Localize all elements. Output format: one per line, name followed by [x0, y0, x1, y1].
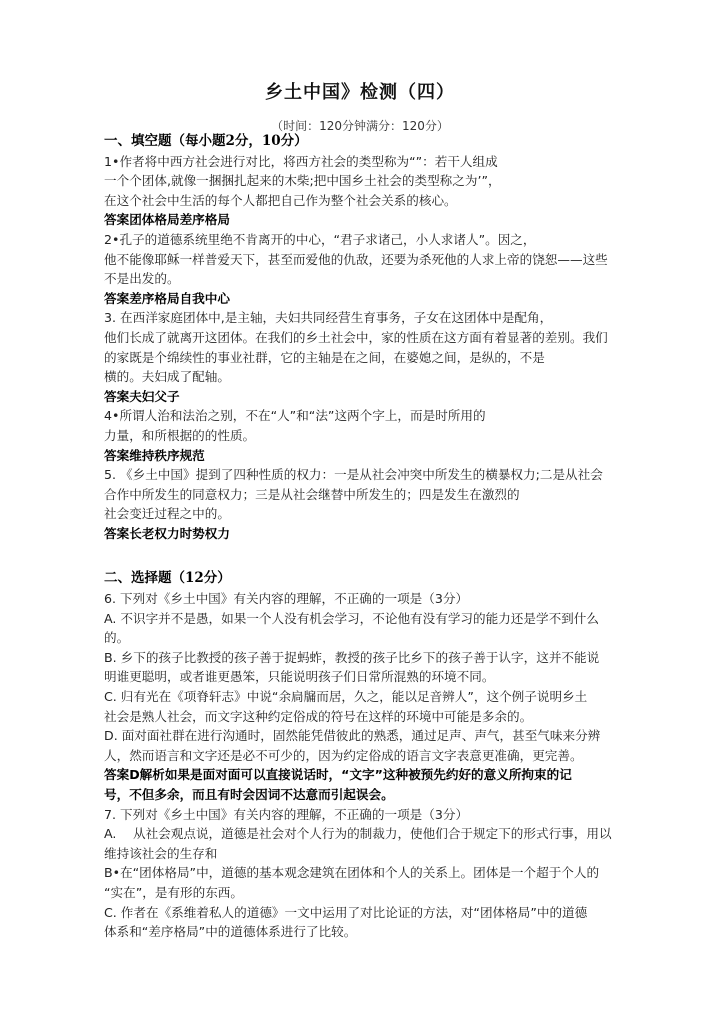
section-spacer — [104, 543, 634, 569]
section-heading-choice: 二、选择题（12分） — [104, 570, 231, 587]
question-line: 6. 下列对《乡土中国》有关内容的理解，不正确的一项是（3分） — [104, 591, 469, 607]
question-line: 社会是熟人社会，而文字这种约定俗成的符号在这样的环境中可能是多余的。 — [104, 708, 533, 724]
answer-line: 答案夫妇父子 — [104, 388, 180, 404]
answer-line: 答案差序格局自我中心 — [104, 290, 230, 306]
answer-line: 答案D解析如果是面对面可以直接说话时，“文字”这种被预先约好的意义所拘束的记 — [104, 767, 572, 783]
section-heading-fill-in: 一、填空题（每小题2分，10分） — [104, 133, 308, 149]
question-line: A. 不识字并不是愚，如果一个人没有机会学习，不论他有没有学习的能力还是学不到什么 — [104, 610, 599, 626]
question-line: 3. 在西洋家庭团体中,是主轴，夫妇共同经营生育事务，子女在这团体中是配角， — [104, 310, 553, 326]
question-line: B•在“团体格局”中，道德的基本观念建筑在团体和个人的关系上。团体是一个超于个人的 — [104, 865, 600, 881]
question-line: 1•作者将中西方社会进行对比，将西方社会的类型称为“”：若干人组成 — [104, 153, 498, 169]
question-line: 在这个社会中生活的每个人都把自己作为整个社会关系的核心。 — [104, 192, 457, 208]
question-line: 维持该社会的生存和 — [104, 845, 218, 861]
question-line: 明谁更聪明，或者谁更愚笨，只能说明孩子们日常所混熟的环境不同。 — [104, 669, 495, 685]
question-line: 合作中所发生的同意权力；三是从社会继替中所发生的；四是发生在激烈的 — [104, 486, 520, 502]
question-line: 2•孔子的道德系统里绝不肯离开的中心，“君子求诸己，小人求诸人”。因之， — [104, 231, 536, 247]
fill-in-questions — [104, 152, 634, 544]
document-title: 乡土中国》检测（四） — [265, 82, 455, 103]
document-body — [104, 132, 634, 942]
question-line: 体系和“差序格局”中的道德体系进行了比较。 — [104, 924, 357, 940]
question-line: B. 乡下的孩子比教授的孩子善于捉蚂蚱，教授的孩子比乡下的孩子善于认字，这并不能说 — [104, 649, 600, 665]
question-line: 5. 《乡土中国》提到了四种性质的权力：一是从社会冲突中所发生的横暴权力;二是从社会 — [104, 467, 603, 483]
question-line: 7. 下列对《乡土中国》有关内容的理解，不正确的一项是（3分） — [104, 806, 469, 822]
question-line: 的家既是个绵续性的事业社群，它的主轴是在之间，在婆媳之间，是纵的，不是 — [104, 349, 545, 365]
answer-line: 答案团体格局差序格局 — [104, 212, 230, 228]
question-line: 他们长成了就离开这团体。在我们的乡土社会中，家的性质在这方面有着显著的差别。我们 — [104, 329, 608, 345]
question-line: C. 作者在《系维着私人的道德》一文中运用了对比论证的方法，对“团体格局”中的道德 — [104, 904, 588, 920]
question-line: 的。 — [104, 630, 130, 646]
question-line: A. 从社会观点说，道德是社会对个人行为的制裁力，使他们合于规定下的形式行事，用以 — [104, 826, 612, 842]
question-line: 横的。夫妇成了配轴。 — [104, 369, 230, 385]
question-line: 社会变迁过程之中的。 — [104, 506, 230, 522]
answer-line: 答案维持秩序规范 — [104, 447, 205, 463]
choice-questions — [104, 589, 634, 942]
question-line: 4•所谓人治和法治之别，不在“人”和“法”这两个字上，而是时所用的 — [104, 408, 486, 424]
question-line: C. 归有光在《项脊轩志》中说“余扃牖而居，久之，能以足音辨人”，这个例子说明乡土 — [104, 689, 588, 705]
question-line: 一个个团体,就像一捆捆扎起来的木柴;把中国乡土社会的类型称之为’”， — [104, 173, 501, 189]
question-line: 人，然而语言和文字还是必不可少的，因为约定俗成的语言文字表意更准确，更完善。 — [104, 747, 583, 763]
question-line: 不是出发的。 — [104, 271, 180, 287]
question-line: 力量，和所根据的的性质。 — [104, 427, 256, 443]
question-line: “实在”，是有形的东西。 — [104, 884, 243, 900]
question-line: D. 面对面社群在进行沟通时，固然能凭借彼此的熟悉，通过足声、声气，甚至气味来分辨 — [104, 728, 601, 744]
answer-line: 号，不但多余，而且有时会因词不达意而引起误会。 — [104, 787, 394, 802]
question-line: 他不能像耶稣一样普爱天下，甚至而爱他的仇敌，还要为杀死他的人求上帝的饶恕——这些 — [104, 251, 608, 267]
exam-time-info: （时间：120分钟满分：120分） — [271, 119, 449, 133]
answer-line: 答案长老权力时势权力 — [104, 525, 230, 541]
